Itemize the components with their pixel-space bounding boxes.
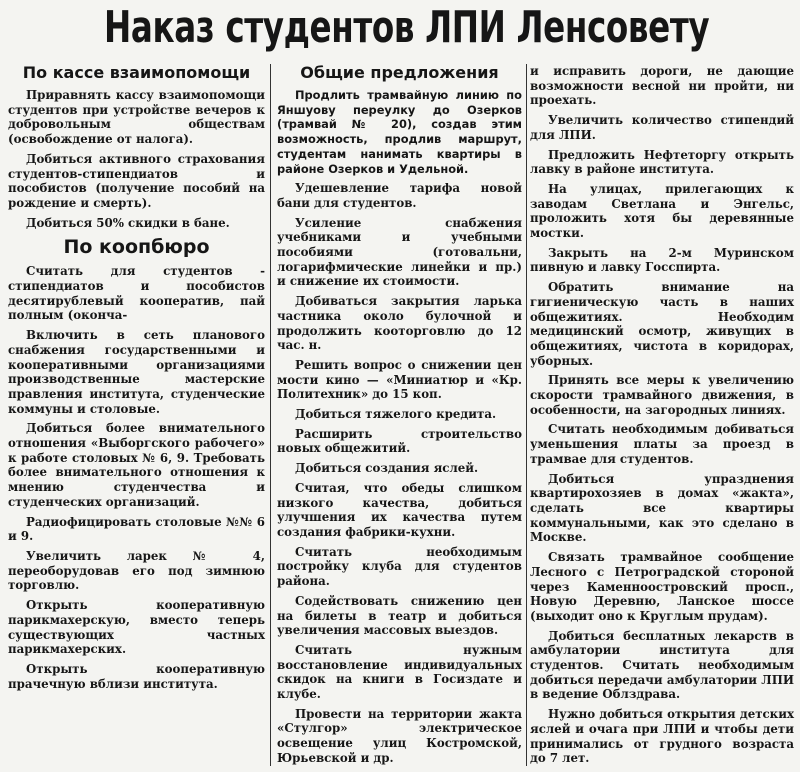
column-rule-right bbox=[526, 64, 527, 766]
paragraph: Открыть кооперативную парикмахерскую, вместо теперь существующих частных парикмахерских. bbox=[8, 598, 265, 657]
paragraph-continuation: и исправить дороги, не дающие возможности весной ни пройти, ни проехать. bbox=[530, 64, 794, 108]
paragraph: Добиться более внимательного отношения «Выборгского рабочего» к работе столовых № 6, 9. Требовать более внимательного отношения к мнению студенчества и студенческих организаций. bbox=[8, 421, 265, 509]
paragraph: Добиться активного страхования студентов-стипендиатов и пособистов (получение пособий на рождение и смерть). bbox=[8, 151, 265, 210]
section-heading-coop-bureau: По коопбюро bbox=[63, 236, 210, 259]
paragraph: Считать нужным восстановление индивидуальных скидок на книги в Госиздате и клубе. bbox=[277, 642, 522, 702]
paragraph: Содействовать снижению цен на билеты в театр и добиться увеличения массовых выездов. bbox=[277, 593, 522, 638]
section-heading-mutual-aid: По кассе взаимопомощи bbox=[22, 63, 251, 82]
paragraph: Усиление снабжения учебниками и учебными пособиями (готовальни, логарифмические линейки и пр.) и снижение их стоимости. bbox=[277, 215, 522, 289]
paragraph: Решить вопрос о снижении цен мости кино — «Миниатюр и «Кр. Политехник» до 15 коп. bbox=[277, 357, 522, 402]
paragraph: Считать необходимым добиваться уменьшения платы за проезд в трамвае для студентов. bbox=[530, 422, 794, 466]
section-heading-general-proposals: Общие предложения bbox=[300, 63, 499, 82]
paragraph: Удешевление тарифа новой бани для студентов. bbox=[277, 181, 522, 210]
paragraph: Нужно добиться открытия детских яслей и очага при ЛПИ и чтобы дети принимались от грудного возраста до 7 лет. bbox=[530, 707, 794, 766]
paragraph: Закрыть на 2-м Муринском пивную и лавку Госспирта. bbox=[530, 245, 794, 275]
paragraph: На улицах, прилегающих к заводам Светлана и Энгельс, проложить хотя бы деревянные мостки. bbox=[530, 181, 794, 241]
paragraph: Считая, что обеды слишком низкого качества, добиться улучшения их качества путем создания фабрики-кухни. bbox=[277, 480, 522, 539]
column-left bbox=[8, 64, 265, 696]
headline: Наказ студентов ЛПИ Ленсовету bbox=[104, 2, 710, 53]
paragraph: Добиться создания яслей. bbox=[295, 461, 479, 476]
paragraph: Расширить строительство новых общежитий. bbox=[277, 426, 522, 456]
paragraph: Добиться бесплатных лекарств в амбулатории института для студентов. Считать необходимым добиться передачи амбулатории ЛПИ в ведение Облздрава. bbox=[530, 628, 794, 702]
paragraph: Добиваться закрытия ларька частника около булочной и продолжить кооторговлю до 12 час. н. bbox=[277, 294, 522, 353]
paragraph: Добиться упразднения квартирохозяев в домах «жакта», сделать все квартиры коммунальными, как это сделано в Москве. bbox=[530, 471, 794, 545]
paragraph: Связать трамвайное сообщение Лесного с Петроградской стороной через Каменноостровский просп., Новую Деревню, Ланское шоссе (выходит оно к Круглым прудам). bbox=[530, 550, 794, 623]
paragraph: Добиться тяжелого кредита. bbox=[295, 407, 497, 422]
paragraph: Радиофицировать столовые №№ 6 и 9. bbox=[8, 514, 265, 544]
column-right bbox=[530, 64, 794, 771]
paragraph: Считать необходимым постройку клуба для студентов района. bbox=[277, 544, 522, 589]
paragraph: Добиться 50% скидки в бане. bbox=[26, 215, 230, 230]
paragraph: Увеличить ларек № 4, переоборудовав его под зимнюю торговлю. bbox=[8, 548, 265, 593]
paragraph: Обратить внимание на гигиеническую часть в наших общежитиях. Необходим медицинский осмотр, живущих в общежитиях, чистота в коридорах, уборных. bbox=[530, 280, 794, 368]
paragraph: Увеличить количество стипендий для ЛПИ. bbox=[530, 113, 794, 142]
column-middle bbox=[277, 64, 522, 771]
paragraph: Открыть кооперативную прачечную вблизи института. bbox=[8, 661, 265, 691]
paragraph: Провести на территории жакта «Стулгор» электрическое освещение улиц Костромской, Юрьевской и др. bbox=[277, 706, 522, 765]
lead-paragraph: Продлить трамвайную линию по Яншуову переулку до Озерков (трамвай № 20), создав этим возможность, продлив маршрут, студентам нанимать квартиры в районе Озерков и Удельной. bbox=[277, 88, 522, 176]
paragraph: Предложить Нефтеторгу открыть лавку в районе института. bbox=[530, 147, 794, 177]
column-rule-left bbox=[270, 64, 271, 766]
paragraph: Принять все меры к увеличению скорости трамвайного движения, в особенности, на загородных линиях. bbox=[530, 373, 794, 417]
paragraph: Приравнять кассу взаимопомощи студентов при устройстве вечеров к добровольным обществам (освобождение от налога). bbox=[8, 88, 265, 147]
paragraph: Считать для студентов - стипендиатов и пособистов десятирублевый кооператив, пай полным (оконча- bbox=[8, 264, 265, 323]
paragraph: Включить в сеть планового снабжения государственными и кооперативными организациями производственные мастерские правления института, студенческие коммуны и столовые. bbox=[8, 328, 265, 416]
